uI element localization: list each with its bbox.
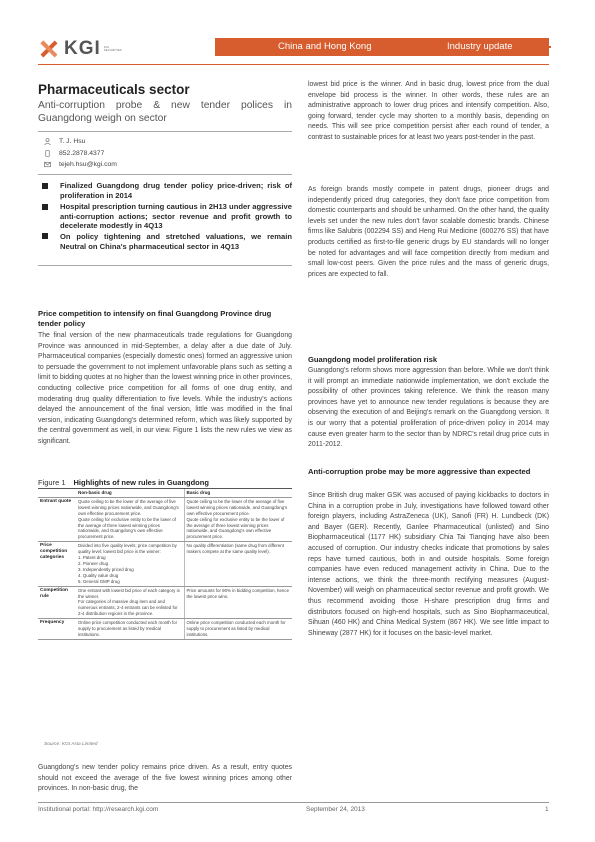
table-row [38, 619, 292, 640]
rules-table [38, 489, 292, 640]
footer-portal-link[interactable]: Institutional portal: http://research.kgi.com [38, 806, 159, 813]
author-name: T. J. Hsu [59, 138, 86, 145]
page-number: 1 [545, 806, 549, 813]
divider [38, 131, 292, 132]
cell-non-basic: One entrant with lowest bid price of each category is the winner. For categories of massive drug item and and numerous entrants, 2-4 entrants can be enlisted for 2-4 distribution regions in the province. [76, 586, 184, 619]
table-row [38, 542, 292, 586]
author-name-row [44, 138, 85, 145]
cell-non-basic: Divided into five quality levels; price competition by quality level; lowest bid price is the winner: 1. Patent drug 2. Pioneer drug 3. Independently priced drug 4. Quality value drug 5. General GMP drug [76, 542, 184, 586]
bullet-square-icon [42, 204, 48, 210]
row-label: Price competition categories [38, 542, 76, 586]
phone-icon [44, 150, 51, 157]
row-label: Entrant quote [38, 497, 76, 541]
section-heading-proliferation: Guangdong model proliferation risk [308, 355, 438, 364]
figure-title: Highlights of new rules in Guangdong [73, 478, 209, 487]
header-bar [215, 38, 549, 56]
highlight-item: Hospital prescription turning cautious in 2H13 under aggressive anti-corruption actions; sector revenue and profit growth to decelerate modestly in 4Q13 [42, 202, 292, 231]
author-email-row [44, 161, 117, 168]
row-label: Competition rule [38, 586, 76, 619]
highlight-item: On policy tightening and stretched valuations, we remain Neutral on China's pharmaceutical sector in 4Q13 [42, 232, 292, 251]
bullet-square-icon [42, 233, 48, 239]
col-header-non-basic: Non-basic drug [76, 489, 184, 497]
cell-basic: Price amounts for 90% in bidding competition, hence the lowest price wins. [184, 586, 292, 619]
header-region: China and Hong Kong [278, 41, 372, 52]
header-report-type: Industry update [447, 41, 513, 52]
gear-icon [532, 37, 552, 57]
table-row [38, 586, 292, 619]
cell-basic: Quote ceiling to be the lower of the average of five lowest winning prices nationwide, and Guangdong's own effective procurement price. Quote ceiling for exclusive entity to be the lower of the average of three lowest winning prices nationwide, and Guangdong's own effective procurement price. [184, 497, 292, 541]
author-email[interactable]: tejeh.hsu@kgi.com [59, 161, 117, 168]
col-header-basic: Basic drug [184, 489, 292, 497]
section-paragraph: The final version of the new pharmaceuticals trade regulations for Guangdong Province was announced in mid-September, a delay after a due date of July. Pharmaceutical companies (especially domestic ones) formed an aggressive union to persuade the government to not implement unfavorable plans such as setting a limit to bidding quotes at no higher than the lowest winning price in other provinces, conducting collective price competition for all forms of one drug entity, and moderating drug quality differentiation to five levels. While the industry's actions delayed the announcement of the final version, little was modified in the final version, indicating Guangdong's determined reform, which was likely supported by the central government as well, in our view. Figure 1 lists the new rules we view as significant. [38, 332, 292, 445]
logo-subtext: KGI SECURITIES [103, 44, 122, 52]
author-phone: 852.2878.4377 [59, 150, 105, 157]
divider [38, 265, 292, 266]
author-phone-row [44, 150, 104, 157]
section-paragraph: lowest bid price is the winner. And in basic drug, lowest price from the dual envelope bid process is the winner. In other words, these rules are an administrative approach to lower drug prices and intensify competition. Also, going forward, tender cycle may shorten to a monthly basis, depending on needs. This will see price competition persist after each round of tender, a contrast to sustainable prices for at least two years post-tender in the past. [308, 81, 549, 141]
divider [38, 174, 292, 175]
section-heading-anti-corruption: Anti-corruption probe may be more aggressive than expected [308, 467, 531, 476]
footer-rule [38, 802, 549, 803]
section-paragraph: Guangdong's new tender policy remains price driven. As a result, entry quotes should not exceed the average of the five lowest winning prices among other provinces. In non-basic drug, the [38, 764, 292, 793]
email-icon [44, 161, 51, 168]
highlights-list [42, 181, 292, 251]
section-paragraph: Guangdong's reform shows more aggression than before. While we don't think it will prompt an immediate nationwide implementation, we don't exclude the possibility of other provinces taking reference. We think the reason many provinces have yet to announce new tender regulations is because they are observing the execution of and Beijing's remark on the Guangdong version. It is our worry that a potential proliferation of price-driven policy in 2014 may cause even greater harm to the sector than by NDRC's retail drug price cuts in 2011-2012. [308, 367, 549, 449]
cell-non-basic: Online price competition conducted each month for supply to procurement as listed by medical institutions. [76, 619, 184, 640]
report-subtitle: Anti-corruption probe & new tender polices in Guangdong weigh on sector [38, 100, 292, 124]
figure-source: Source: KGI Asia Limited [44, 742, 98, 747]
cell-basic: No quality differentiation (same drug from different makers compete at the same quality level). [184, 542, 292, 586]
cell-non-basic: Quote ceiling to be the lower of the average of five lowest winning prices nationwide, and Guangdong's own effective procurement price. Quote ceiling for exclusive entity to be the lower of the average of three lowest winning prices nationwide, and Guangdong's own effective procurement price. [76, 497, 184, 541]
section-paragraph: As foreign brands mostly compete in patent drugs, pioneer drugs and independently priced drug categories, they don't face price competition from domestic counterparts and should be unharmed. On the other hand, the quality levels set under the new rules don't favor scalable domestic brands. Chinese firms like Salubris (002294 SS) and Heng Rui Medicine (600276 SS) that have products certified as first-to-file generic drugs by EU standards will no longer be noted for advantages and will face competition directly from medium and small low-cost peers. Given the price rules and the mass of generic drugs, prices are expected to fall. [308, 186, 549, 278]
logo-text: KGI [64, 38, 101, 59]
kgi-logo [38, 36, 128, 62]
footer-date: September 24, 2013 [306, 806, 365, 813]
bullet-square-icon [42, 183, 48, 189]
section-heading-price-competition: Price competition to intensify on final Guangdong Province drug tender policy [38, 309, 272, 328]
report-title: Pharmaceuticals sector [38, 82, 190, 97]
figure-caption [38, 478, 209, 487]
cell-basic: Online price competition conducted each month for supply to procurement as listed by medical institutions. [184, 619, 292, 640]
row-label: Frequency [38, 619, 76, 640]
section-paragraph: Since British drug maker GSK was accused of paying kickbacks to doctors in China in a corruption probe in July, investigations have followed toward other foreign players, including AstraZeneca (UK), Sanofi (FR) H. Lundbeck (DK) and Bayer (GER). Recently, Ganlee Pharmaceutical (unlisted) and Sino Biopharmaceutical (1177 HK) subsidiary Chia Tai Tianqing have also been accused of corruption. Our industry checks indicate that promotions by sales reps have turned cautious, both in and outside hospitals. Some foreign companies have even reduced management activity in China. Due to the intense actions, we think the three-month rectifying measures (August-November) will weigh on pharmaceutical sector revenue and profit growth. We thus recommend avoiding those H-share prescription drug firms and distributors focused on high-end hospitals, such as Sino Biopharmaceutical, Sihuan (460 HK) and China Medical System (867 HK). We see little impact to Shineway (2877 HK) for it focuses on the basic-level market. [308, 492, 549, 637]
figure-number: Figure 1 [38, 478, 66, 487]
header-rule [38, 64, 549, 65]
person-icon [44, 138, 51, 145]
highlight-item: Finalized Guangdong drug tender policy price-driven; risk of proliferation in 2014 [42, 181, 292, 200]
table-header-row [38, 489, 292, 497]
kgi-logo-icon [38, 38, 60, 60]
table-row [38, 497, 292, 541]
